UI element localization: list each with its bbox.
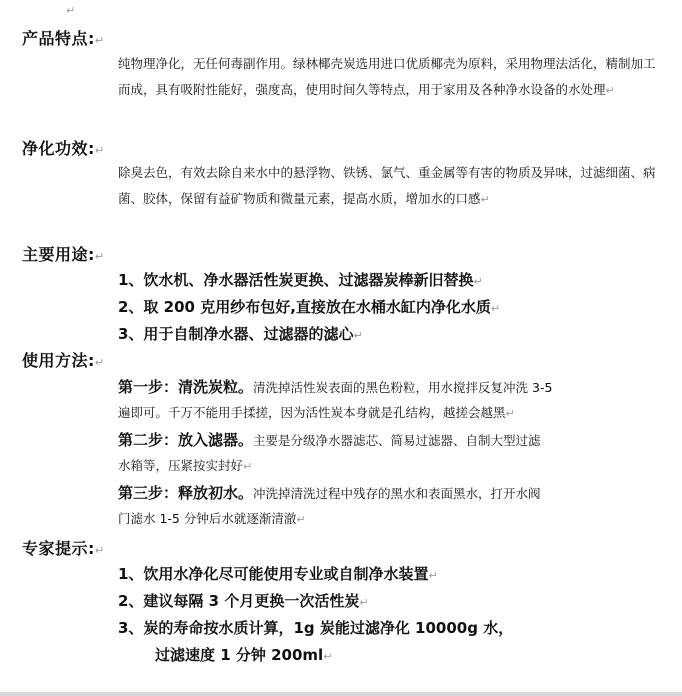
tips-item: 1、饮用水净化尽可能使用专业或自制净水装置↵	[118, 565, 438, 583]
tips-item-continuation: 过滤速度 1 分钟 200ml↵	[155, 646, 333, 664]
uses-item: 1、饮水机、净水器活性炭更换、过滤器炭棒新旧替换↵	[118, 271, 483, 289]
uses-item: 3、用于自制净水器、过滤器的滤心↵	[118, 325, 363, 343]
step-3-line-1: 第三步：释放初水。冲洗掉清洗过程中残存的黑水和表面黑水，打开水阀	[118, 484, 541, 502]
features-body: 纯物理净化，无任何毒副作用。绿林椰壳炭选用进口优质椰壳为原料，采用物理法活化，精制加工而成，具有吸附性能好，强度高，使用时间久等特点，用于家用及各种净水设备的水处理	[118, 56, 656, 97]
heading-efficacy: 净化功效:↵	[22, 139, 105, 158]
step-2-line-1: 第二步：放入滤器。主要是分级净水器滤芯、简易过滤器、自制大型过滤	[118, 431, 541, 449]
heading-tips: 专家提示:↵	[22, 539, 105, 558]
step-2-line-2: 水箱等，压紧按实封好↵	[118, 458, 253, 473]
tips-item: 3、炭的寿命按水质计算，1g 炭能过滤净化 10000g 水，	[118, 619, 514, 637]
heading-method-text: 使用方法:	[22, 351, 95, 370]
step-1-line-1: 第一步：清洗炭粒。清洗掉活性炭表面的黑色粉粒，用水搅拌反复冲洗 3-5	[118, 378, 553, 396]
paragraph-mark: ↵	[66, 4, 76, 17]
heading-uses: 主要用途:↵	[22, 245, 105, 264]
step-2-label: 第二步：放入滤器。	[118, 431, 254, 449]
paragraph-features: 纯物理净化，无任何毒副作用。绿林椰壳炭选用进口优质椰壳为原料，采用物理法活化，精制加工而成，具有吸附性能好，强度高，使用时间久等特点，用于家用及各种净水设备的水处理↵	[118, 56, 656, 97]
paragraph-efficacy: 除臭去色，有效去除自来水中的悬浮物、铁锈、氯气、重金属等有害的物质及异味，过滤细菌、病菌、胶体，保留有益矿物质和微量元素，提高水质，增加水的口感↵	[118, 165, 656, 206]
efficacy-body: 除臭去色，有效去除自来水中的悬浮物、铁锈、氯气、重金属等有害的物质及异味，过滤细菌、病菌、胶体，保留有益矿物质和微量元素，提高水质，增加水的口感	[118, 165, 656, 206]
heading-efficacy-text: 净化功效:	[22, 139, 95, 158]
step-1-line-2: 遍即可。千万不能用手揉搓，因为活性炭本身就是孔结构，越搓会越黑↵	[118, 405, 515, 420]
heading-tips-text: 专家提示:	[22, 539, 95, 558]
step-3-label: 第三步：释放初水。	[118, 484, 254, 502]
step-3-line-2: 门滤水 1-5 分钟后水就逐渐清澈↵	[118, 511, 306, 526]
heading-features-text: 产品特点:	[22, 29, 95, 48]
step-1-label: 第一步：清洗炭粒。	[118, 378, 254, 396]
heading-uses-text: 主要用途:	[22, 245, 95, 264]
uses-item: 2、取 200 克用纱布包好,直接放在水桶水缸内净化水质↵	[118, 298, 501, 316]
heading-features: 产品特点:↵	[22, 29, 105, 48]
page-bottom-edge	[0, 692, 682, 696]
tips-item: 2、建议每隔 3 个月更换一次活性炭↵	[118, 592, 369, 610]
heading-method: 使用方法:↵	[22, 351, 105, 370]
